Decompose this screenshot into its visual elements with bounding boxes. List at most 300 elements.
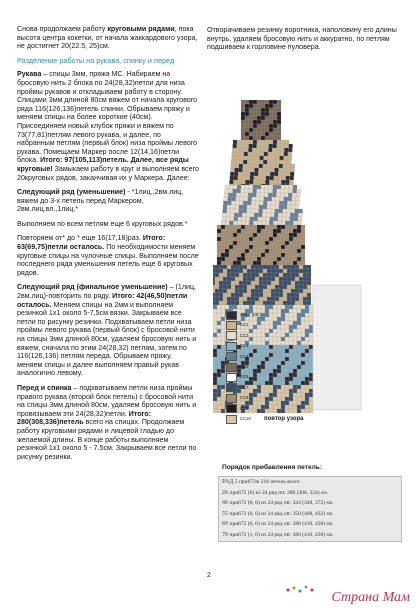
chart-cell <box>282 217 286 221</box>
legend-swatch <box>226 342 237 351</box>
chart-cell <box>229 257 233 261</box>
chart-cell <box>271 285 275 289</box>
chart-cell <box>217 261 221 265</box>
legend-label: CC9 <box>240 405 249 411</box>
chart-cell <box>297 341 301 345</box>
chart-cell <box>240 148 244 152</box>
chart-cell <box>293 253 297 257</box>
chart-cell <box>252 156 256 160</box>
chart-cell <box>237 249 241 253</box>
chart-cell <box>279 281 283 285</box>
increase-table-title: Порядок прибавления петель: <box>222 464 323 471</box>
chart-cell <box>280 148 284 152</box>
chart-cell <box>213 365 217 369</box>
chart-cell <box>271 301 275 305</box>
chart-cell <box>251 205 255 209</box>
chart-cell <box>289 261 293 265</box>
chart-cell <box>245 229 249 233</box>
chart-cell <box>257 225 261 229</box>
chart-cell <box>271 160 275 164</box>
chart-cell <box>257 140 261 144</box>
chart-cell <box>231 168 235 172</box>
chart-cell <box>241 144 245 148</box>
chart-cell <box>303 285 307 289</box>
chart-cell <box>285 221 289 225</box>
chart-cell <box>281 225 285 229</box>
chart-cell <box>293 325 297 329</box>
chart-cell <box>255 265 259 269</box>
chart-cell <box>233 245 237 249</box>
chart-cell <box>251 265 255 269</box>
chart-cell <box>288 197 292 201</box>
chart-cell <box>301 329 305 333</box>
chart-cell <box>213 393 217 397</box>
chart-cell <box>245 305 249 309</box>
chart-cell <box>254 213 258 217</box>
chart-cell <box>287 265 291 269</box>
chart-cell <box>277 124 281 128</box>
chart-cell <box>253 229 257 233</box>
chart-cell <box>293 185 297 189</box>
chart-cell <box>259 164 263 168</box>
chart-cell <box>289 249 293 253</box>
chart-cell <box>285 237 289 241</box>
chart-cell <box>279 205 283 209</box>
chart-cell <box>261 257 265 261</box>
chart-cell <box>270 176 274 180</box>
chart-cell <box>249 180 253 184</box>
chart-cell <box>223 265 227 269</box>
chart-cell <box>296 197 300 201</box>
chart-cell <box>217 369 221 373</box>
chart-cell <box>247 269 251 273</box>
chart-cell <box>213 369 217 373</box>
chart-cell <box>269 124 273 128</box>
chart-cell <box>301 309 305 313</box>
chart-cell <box>245 128 249 132</box>
chart-cell <box>265 305 269 309</box>
chart-cell <box>253 305 257 309</box>
chart-cell <box>249 124 253 128</box>
chart-cell <box>257 112 261 116</box>
chart-cell <box>221 377 225 381</box>
chart-cell <box>277 221 281 225</box>
chart-cell <box>257 132 261 136</box>
chart-cell <box>245 225 249 229</box>
chart-cell <box>259 289 263 293</box>
chart-cell <box>293 393 297 397</box>
chart-cell <box>249 189 253 193</box>
chart-cell <box>257 237 261 241</box>
chart-cell <box>257 144 261 148</box>
chart-cell <box>294 217 298 221</box>
chart-cell <box>263 164 267 168</box>
chart-cell <box>297 353 301 357</box>
chart-cell <box>231 201 235 205</box>
chart-cell <box>273 225 277 229</box>
chart-cell <box>295 209 299 213</box>
chart-cell <box>257 120 261 124</box>
chart-cell <box>273 104 277 108</box>
chart-cell <box>221 333 225 337</box>
chart-cell <box>275 285 279 289</box>
chart-cell <box>309 353 313 357</box>
chart-cell <box>242 213 246 217</box>
chart-cell <box>225 261 229 265</box>
chart-cell <box>301 345 305 349</box>
chart-cell <box>225 257 229 261</box>
chart-cell <box>281 253 285 257</box>
chart-cell <box>259 277 263 281</box>
chart-cell <box>289 361 293 365</box>
chart-cell <box>279 265 283 269</box>
chart-cell <box>305 337 309 341</box>
chart-cell <box>307 289 311 293</box>
chart-cell <box>297 409 301 413</box>
chart-cell <box>309 385 313 389</box>
chart-cell <box>217 345 221 349</box>
chart-cell <box>309 405 313 409</box>
chart-cell <box>251 273 255 277</box>
chart-cell <box>279 201 283 205</box>
chart-cell <box>229 237 233 241</box>
chart-cell <box>277 229 281 233</box>
chart-cell <box>231 293 235 297</box>
chart-cell <box>261 253 265 257</box>
chart-cell <box>293 229 297 233</box>
chart-cell <box>234 213 238 217</box>
chart-cell <box>257 261 261 265</box>
chart-cell <box>229 249 233 253</box>
chart-cell <box>222 213 226 217</box>
chart-cell <box>241 112 245 116</box>
chart-cell <box>270 217 274 221</box>
chart-cell <box>305 341 309 345</box>
chart-cell <box>241 245 245 249</box>
chart-cell <box>219 297 223 301</box>
chart-cell <box>303 277 307 281</box>
chart-cell <box>275 205 279 209</box>
chart-cell <box>295 289 299 293</box>
chart-cell <box>283 289 287 293</box>
chart-cell <box>262 217 266 221</box>
chart-cell <box>279 285 283 289</box>
chart-cell <box>275 265 279 269</box>
chart-cell <box>217 401 221 405</box>
chart-cell <box>221 305 225 309</box>
legend-swatch <box>226 383 237 392</box>
chart-cell <box>286 217 290 221</box>
chart-cell <box>253 225 257 229</box>
chart-cell <box>258 213 262 217</box>
chart-cell <box>229 189 233 193</box>
chart-cell <box>217 349 221 353</box>
chart-cell <box>237 253 241 257</box>
chart-cell <box>268 197 272 201</box>
chart-cell <box>241 249 245 253</box>
chart-cell <box>291 209 295 213</box>
chart-cell <box>275 289 279 293</box>
chart-cell <box>253 257 257 261</box>
chart-cell <box>221 253 225 257</box>
chart-cell <box>264 148 268 152</box>
row-text: при672 (1, 0) из 24 ряд ott: 380 (410, 430) sts. <box>229 531 334 538</box>
chart-cell <box>269 136 273 140</box>
chart-cell <box>309 349 313 353</box>
chart-cell <box>253 124 257 128</box>
chart-cell <box>265 185 269 189</box>
legend-label: CC10 <box>240 415 251 421</box>
chart-cell <box>233 180 237 184</box>
chart-cell <box>293 385 297 389</box>
chart-cell <box>290 213 294 217</box>
chart-cell <box>293 349 297 353</box>
chart-cell <box>251 285 255 289</box>
chart-cell <box>277 120 281 124</box>
chart-cell <box>255 205 259 209</box>
chart-cell <box>309 393 313 397</box>
chart-cell <box>231 160 235 164</box>
chart-cell <box>273 305 277 309</box>
chart-cell <box>254 172 258 176</box>
chart-cell <box>219 289 223 293</box>
chart-cell <box>241 104 245 108</box>
chart-cell <box>213 357 217 361</box>
chart-cell <box>267 301 271 305</box>
chart-cell <box>246 217 250 221</box>
chart-cell <box>297 225 301 229</box>
chart-cell <box>217 361 221 365</box>
chart-cell <box>238 217 242 221</box>
chart-cell <box>245 185 249 189</box>
chart-cell <box>258 217 262 221</box>
legend-label: CC7 <box>240 384 249 390</box>
chart-cell <box>251 277 255 281</box>
chart-cell <box>217 341 221 345</box>
chart-cell <box>217 353 221 357</box>
chart-cell <box>289 409 293 413</box>
chart-cell <box>285 185 289 189</box>
chart-cell <box>273 221 277 225</box>
chart-cell <box>299 297 303 301</box>
chart-cell <box>259 209 263 213</box>
chart-cell <box>273 132 277 136</box>
chart-cell <box>301 401 305 405</box>
chart-cell <box>271 168 275 172</box>
chart-cell <box>221 369 225 373</box>
chart-cell <box>301 393 305 397</box>
paragraph-decrease-row <box>17 188 199 214</box>
chart-cell <box>241 305 245 309</box>
row-text: при672 (6, 6) из 24 ряд ott: 324 (348, 372) sts. <box>229 500 334 506</box>
chart-cell <box>243 168 247 172</box>
chart-cell <box>253 253 257 257</box>
chart-cell <box>239 297 243 301</box>
chart-cell <box>237 261 241 265</box>
chart-cell <box>263 209 267 213</box>
chart-cell <box>265 128 269 132</box>
text-bold: Следующий ряд (уменьшение) <box>17 188 126 197</box>
chart-cell <box>305 333 309 337</box>
chart-cell <box>289 345 293 349</box>
chart-cell <box>213 313 217 317</box>
text-bold: Рукава <box>17 70 42 79</box>
chart-cell <box>225 189 229 193</box>
chart-cell <box>309 329 313 333</box>
chart-cell <box>249 116 253 120</box>
chart-cell <box>213 273 215 277</box>
chart-cell <box>283 293 287 297</box>
chart-cell <box>255 285 259 289</box>
chart-cell <box>213 381 217 385</box>
chart-cell <box>261 229 265 233</box>
chart-cell <box>265 245 269 249</box>
chart-cell <box>225 305 229 309</box>
chart-cell <box>247 293 251 297</box>
chart-cell <box>286 213 290 217</box>
chart-cell <box>305 353 309 357</box>
legend-swatch <box>226 363 237 372</box>
chart-cell <box>249 249 253 253</box>
chart-cell <box>219 265 223 269</box>
chart-cell <box>271 205 275 209</box>
chart-cell <box>237 237 241 241</box>
chart-cell <box>263 301 267 305</box>
chart-cell <box>297 309 301 313</box>
chart-cell <box>297 337 301 341</box>
chart-cell <box>213 297 215 301</box>
chart-cell <box>238 176 242 180</box>
chart-cell <box>279 164 283 168</box>
chart-cell <box>293 329 297 333</box>
chart-cell <box>265 257 269 261</box>
chart-cell <box>240 156 244 160</box>
chart-cell <box>229 225 233 229</box>
chart-cell <box>293 369 297 373</box>
chart-cell <box>250 213 254 217</box>
chart-cell <box>239 201 243 205</box>
chart-cell <box>215 285 219 289</box>
chart-cell <box>289 257 293 261</box>
chart-cell <box>293 337 297 341</box>
chart-cell <box>277 112 281 116</box>
chart-cell <box>273 140 277 144</box>
chart-cell <box>213 373 217 377</box>
chart-cell <box>249 221 253 225</box>
chart-cell <box>273 100 277 104</box>
chart-cell <box>297 397 301 401</box>
chart-cell <box>261 108 265 112</box>
chart-cell <box>293 245 297 249</box>
chart-cell <box>244 156 248 160</box>
chart-cell <box>309 357 313 361</box>
chart-cell <box>265 124 269 128</box>
chart-cell <box>245 245 249 249</box>
chart-cell <box>213 277 215 281</box>
chart-cell <box>254 217 258 221</box>
chart-cell <box>301 225 305 229</box>
chart-cell <box>235 281 239 285</box>
chart-cell <box>289 229 293 233</box>
chart-cell <box>233 185 237 189</box>
chart-cell <box>305 369 309 373</box>
chart-cell <box>261 140 265 144</box>
chart-cell <box>213 289 215 293</box>
table-row <box>219 509 401 520</box>
chart-cell <box>291 277 295 281</box>
chart-cell <box>245 261 249 265</box>
chart-cell <box>276 193 280 197</box>
chart-cell <box>249 132 253 136</box>
chart-cell <box>263 285 267 289</box>
chart-cell <box>273 144 277 148</box>
chart-cell <box>269 257 273 261</box>
chart-cell <box>274 213 278 217</box>
chart-cell <box>233 233 237 237</box>
chart-cell <box>305 305 309 309</box>
chart-cell <box>289 401 293 405</box>
chart-cell <box>309 381 313 385</box>
chart-cell <box>245 120 249 124</box>
chart-cell <box>277 225 281 229</box>
chart-cell <box>301 409 305 413</box>
chart-cell <box>241 237 245 241</box>
chart-cell <box>243 301 247 305</box>
chart-cell <box>299 281 303 285</box>
legend-label: CC4 <box>240 353 249 359</box>
chart-cell <box>267 265 271 269</box>
chart-cell <box>239 205 243 209</box>
legend-row <box>226 331 286 341</box>
chart-cell <box>274 217 278 221</box>
chart-cell <box>299 269 303 273</box>
chart-cell <box>291 285 295 289</box>
chart-cell <box>273 136 277 140</box>
chart-cell <box>241 229 245 233</box>
chart-cell <box>229 261 233 265</box>
chart-cell <box>275 301 279 305</box>
chart-cell <box>285 241 289 245</box>
chart-cell <box>261 128 265 132</box>
chart-cell <box>301 305 305 309</box>
chart-cell <box>217 381 221 385</box>
paragraph-repeat <box>17 234 199 277</box>
chart-cell <box>243 281 247 285</box>
chart-cell <box>287 285 291 289</box>
chart-cell <box>281 257 285 261</box>
chart-cell <box>249 136 253 140</box>
chart-cell <box>297 189 301 193</box>
chart-cell <box>259 273 263 277</box>
chart-cell <box>259 297 263 301</box>
chart-cell <box>247 265 251 269</box>
text: - *1лиц.,2вм.лиц, вяжем до 3-х петель перед Маркером, 2вм.лиц.вл.,1лиц.* <box>17 188 184 214</box>
chart-cell <box>247 297 251 301</box>
chart-cell <box>265 132 269 136</box>
chart-cell <box>256 148 260 152</box>
chart-cell <box>260 148 264 152</box>
chart-cell <box>297 345 301 349</box>
chart-cell <box>291 289 295 293</box>
chart-cell <box>217 241 221 245</box>
chart-cell <box>229 241 233 245</box>
chart-cell <box>217 397 221 401</box>
chart-cell <box>221 337 225 341</box>
chart-cell <box>221 325 225 329</box>
chart-cell <box>255 160 259 164</box>
chart-cell <box>237 144 241 148</box>
chart-cell <box>299 277 303 281</box>
